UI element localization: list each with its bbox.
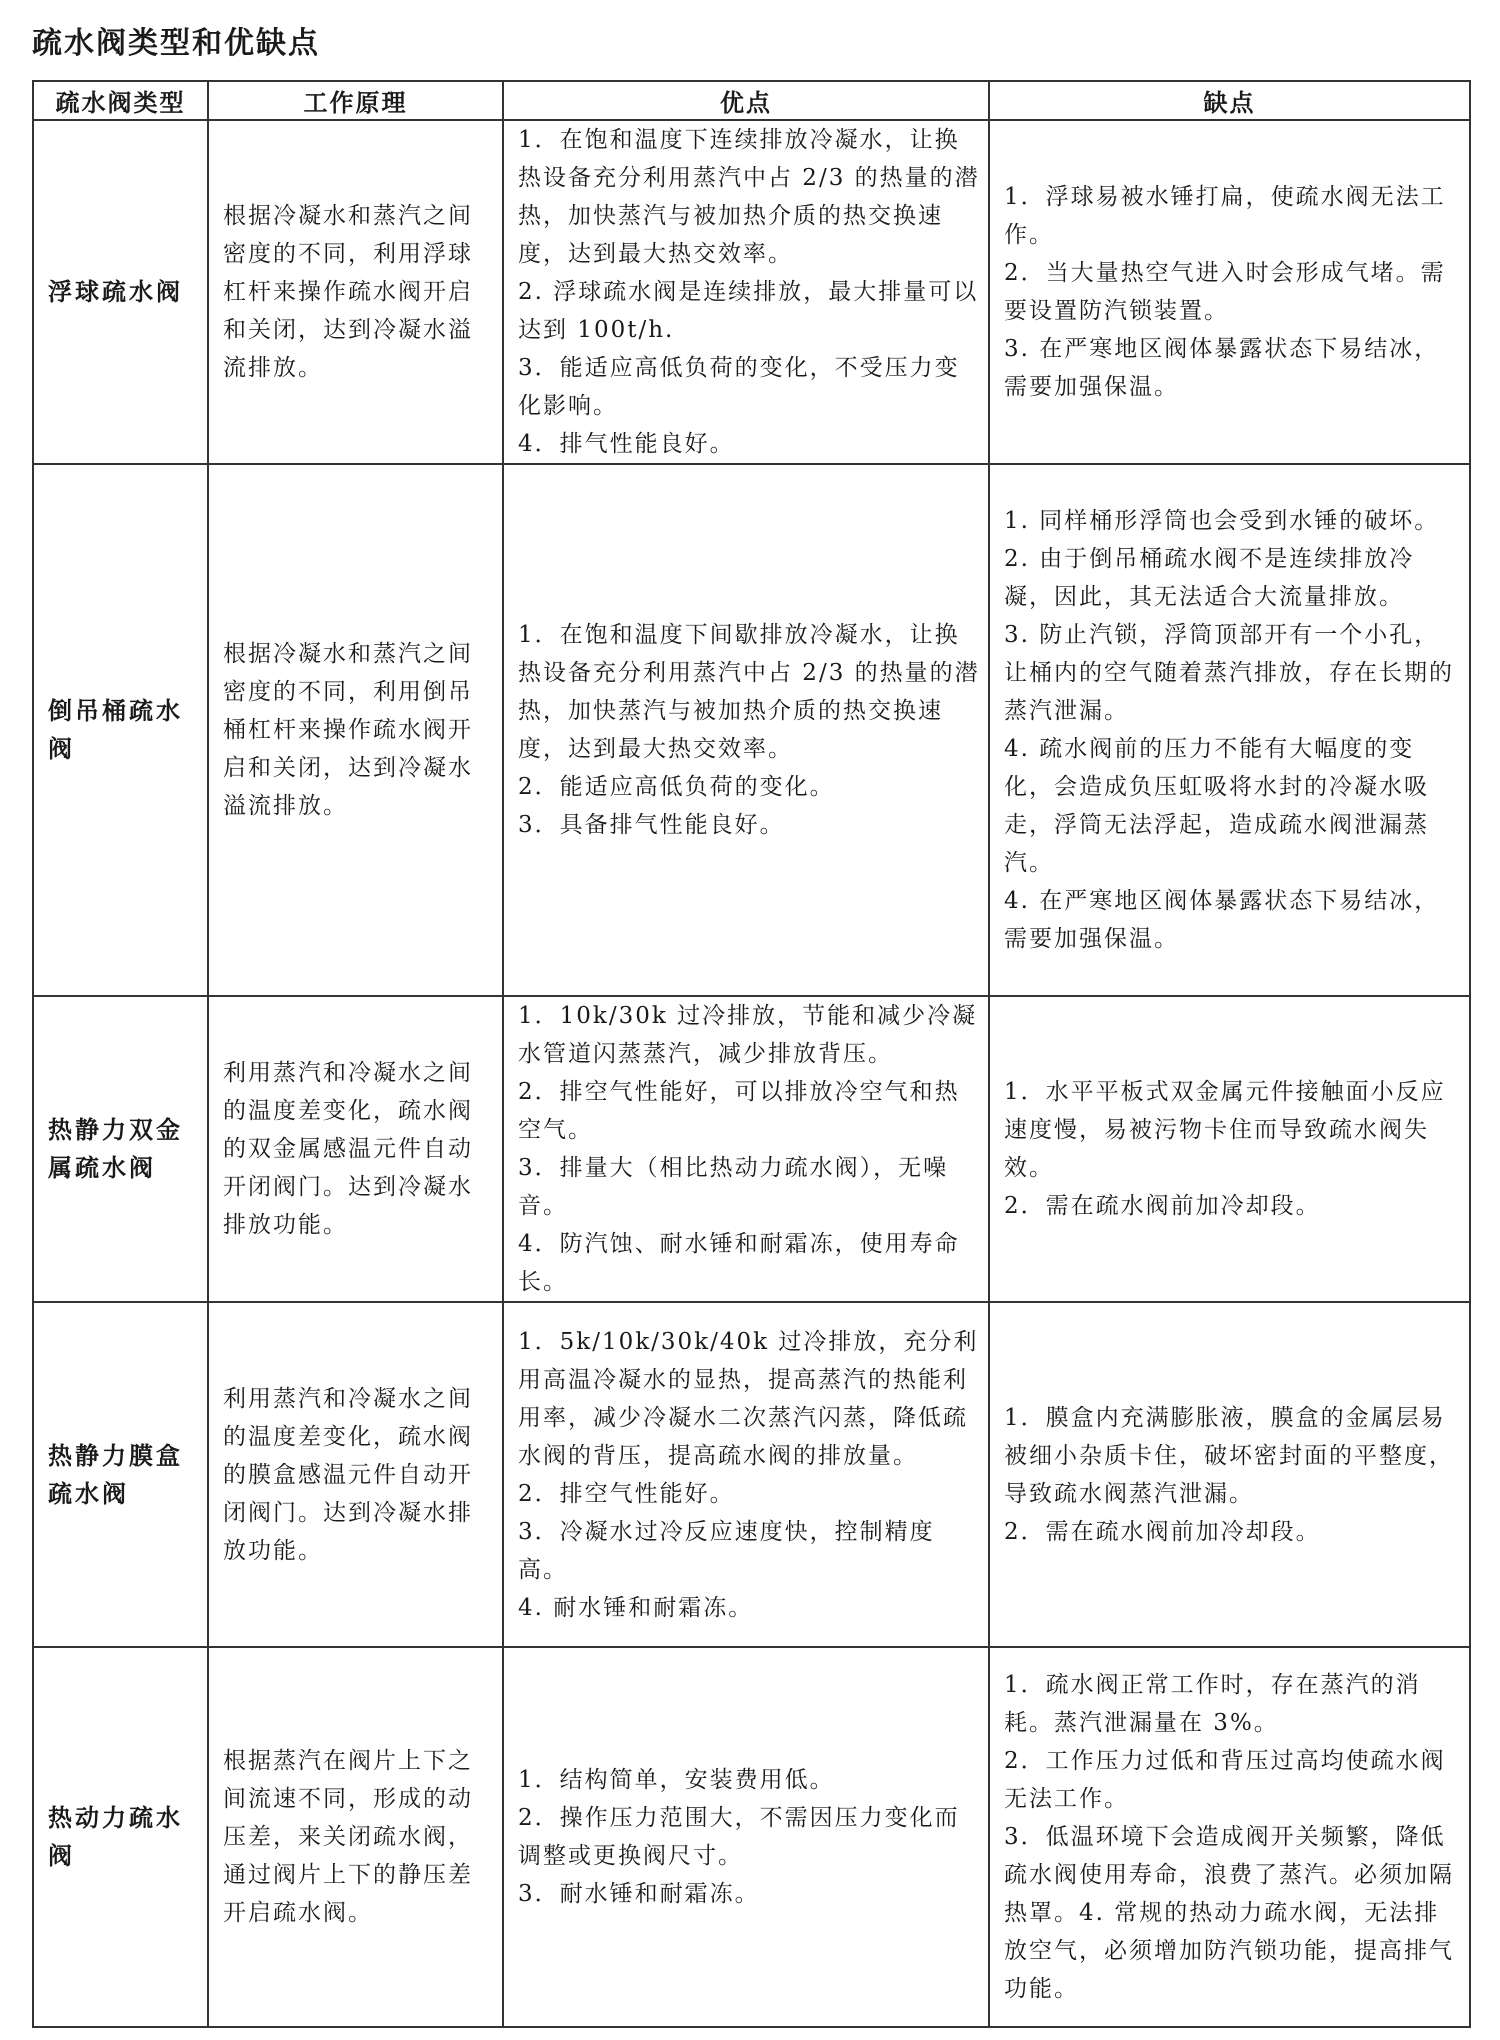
disadvantage-item: 3. 在严寒地区阀体暴露状态下易结冰，需要加强保温。	[1004, 336, 1440, 400]
valve-type-cell: 浮球疏水阀	[33, 120, 208, 464]
advantage-item: 3．排量大（相比热动力疏水阀），无噪音。	[518, 1155, 949, 1219]
advantages-cell	[503, 1302, 989, 1647]
valve-type-cell: 热静力膜盒疏水阀	[33, 1302, 208, 1647]
disadvantage-item: 1. 同样桶形浮筒也会受到水锤的破坏。	[1004, 508, 1440, 534]
advantage-item: 3．耐水锤和耐霜冻。	[518, 1881, 760, 1907]
disadvantages-cell	[989, 120, 1470, 464]
disadvantages-cell	[989, 1647, 1470, 2027]
disadvantage-item: 4. 疏水阀前的压力不能有大幅度的变化，会造成负压虹吸将水封的冷凝水吸走，浮筒无法浮起，造成疏水阀泄漏蒸汽。	[1004, 736, 1429, 876]
page-title: 疏水阀类型和优缺点	[32, 26, 320, 61]
header-principle: 工作原理	[208, 81, 503, 120]
disadvantage-item: 2．需在疏水阀前加冷却段。	[1004, 1518, 1321, 1545]
advantage-item: 2．排空气性能好。	[518, 1480, 735, 1507]
advantage-item: 4. 耐水锤和耐霜冻。	[518, 1594, 754, 1621]
advantage-item: 1．结构简单，安装费用低。	[518, 1767, 835, 1793]
advantages-cell	[503, 1647, 989, 2027]
advantage-item: 1．在饱和温度下连续排放冷凝水，让换热设备充分利用蒸汽中占 2/3 的热量的潜热，加快蒸汽与被加热介质的热交换速度，达到最大热交效率。	[518, 127, 980, 267]
table-row	[33, 1647, 1470, 2027]
disadvantage-item: 1．疏水阀正常工作时，存在蒸汽的消耗。蒸汽泄漏量在 3%。	[1004, 1672, 1421, 1736]
advantage-item: 3．具备排气性能良好。	[518, 812, 785, 838]
valve-comparison-table	[32, 80, 1471, 2028]
principle-cell: 利用蒸汽和冷凝水之间的温度差变化，疏水阀的双金属感温元件自动开闭阀门。达到冷凝水排放功能。	[208, 996, 503, 1302]
disadvantage-item: 2．当大量热空气进入时会形成气堵。需要设置防汽锁装置。	[1004, 260, 1446, 324]
disadvantage-item: 1．浮球易被水锤打扁，使疏水阀无法工作。	[1004, 184, 1446, 248]
principle-cell: 根据蒸汽在阀片上下之间流速不同，形成的动压差，来关闭疏水阀，通过阀片上下的静压差开启疏水阀。	[208, 1647, 503, 2027]
advantage-item: 3．能适应高低负荷的变化，不受压力变化影响。	[518, 355, 960, 419]
disadvantage-item: 2．需在疏水阀前加冷却段。	[1004, 1193, 1321, 1219]
table-row	[33, 1302, 1470, 1647]
advantage-item: 2．操作压力范围大，不需因压力变化而调整或更换阀尺寸。	[518, 1805, 960, 1869]
advantages-cell	[503, 464, 989, 996]
valve-type-cell: 热静力双金属疏水阀	[33, 996, 208, 1302]
disadvantage-item: 4. 在严寒地区阀体暴露状态下易结冰，需要加强保温。	[1004, 888, 1440, 952]
table-row	[33, 120, 1470, 464]
disadvantage-item: 1．水平平板式双金属元件接触面小反应速度慢，易被污物卡住而导致疏水阀失效。	[1004, 1079, 1446, 1181]
disadvantage-item: 3. 防止汽锁，浮筒顶部开有一个小孔，让桶内的空气随着蒸汽排放，存在长期的蒸汽泄漏。	[1004, 622, 1454, 724]
table-row	[33, 996, 1470, 1302]
disadvantages-cell	[989, 1302, 1470, 1647]
advantage-item: 4．排气性能良好。	[518, 431, 735, 457]
disadvantage-item: 1．膜盒内充满膨胀液，膜盒的金属层易被细小杂质卡住，破坏密封面的平整度，导致疏水阀蒸汽泄漏。	[1004, 1404, 1454, 1507]
header-advantages: 优点	[503, 81, 989, 120]
advantage-item: 1．在饱和温度下间歇排放冷凝水，让换热设备充分利用蒸汽中占 2/3 的热量的潜热，加快蒸汽与被加热介质的热交换速度，达到最大热交效率。	[518, 622, 980, 762]
advantages-cell	[503, 996, 989, 1302]
principle-cell: 根据冷凝水和蒸汽之间密度的不同，利用浮球杠杆来操作疏水阀开启和关闭，达到冷凝水溢流排放。	[208, 120, 503, 464]
advantages-cell	[503, 120, 989, 464]
advantage-item: 3．冷凝水过冷反应速度快，控制精度高。	[518, 1518, 935, 1583]
advantage-item: 1．10k/30k 过冷排放，节能和减少冷凝水管道闪蒸蒸汽，减少排放背压。	[518, 1003, 978, 1067]
advantage-item: 2．能适应高低负荷的变化。	[518, 774, 835, 800]
header-disadvantages: 缺点	[989, 81, 1470, 120]
principle-cell: 根据冷凝水和蒸汽之间密度的不同，利用倒吊桶杠杆来操作疏水阀开启和关闭，达到冷凝水溢流排放。	[208, 464, 503, 996]
table-row	[33, 464, 1470, 996]
advantage-item: 2. 浮球疏水阀是连续排放，最大排量可以达到 100t/h.	[518, 279, 979, 343]
advantage-item: 2．排空气性能好，可以排放冷空气和热空气。	[518, 1079, 960, 1143]
valve-type-cell: 倒吊桶疏水阀	[33, 464, 208, 996]
disadvantages-cell	[989, 464, 1470, 996]
header-type: 疏水阀类型	[33, 81, 208, 120]
disadvantage-item: 3．低温环境下会造成阀开关频繁，降低疏水阀使用寿命，浪费了蒸汽。必须加隔热罩。4. 常规的热动力疏水阀，无法排放空气，必须增加防汽锁功能，提高排气功能。	[1004, 1824, 1454, 2002]
disadvantage-item: 2．工作压力过低和背压过高均使疏水阀无法工作。	[1004, 1748, 1446, 1812]
advantage-item: 1．5k/10k/30k/40k 过冷排放，充分利用高温冷凝水的显热，提高蒸汽的热能利用率，减少冷凝水二次蒸汽闪蒸，降低疏水阀的背压，提高疏水阀的排放量。	[518, 1328, 979, 1469]
advantage-item: 4．防汽蚀、耐水锤和耐霜冻，使用寿命长。	[518, 1231, 960, 1295]
valve-type-cell: 热动力疏水阀	[33, 1647, 208, 2027]
disadvantage-item: 2. 由于倒吊桶疏水阀不是连续排放冷凝，因此，其无法适合大流量排放。	[1004, 546, 1415, 610]
principle-cell: 利用蒸汽和冷凝水之间的温度差变化，疏水阀的膜盒感温元件自动开闭阀门。达到冷凝水排放功能。	[208, 1302, 503, 1647]
table-header-row	[33, 81, 1470, 120]
disadvantages-cell	[989, 996, 1470, 1302]
